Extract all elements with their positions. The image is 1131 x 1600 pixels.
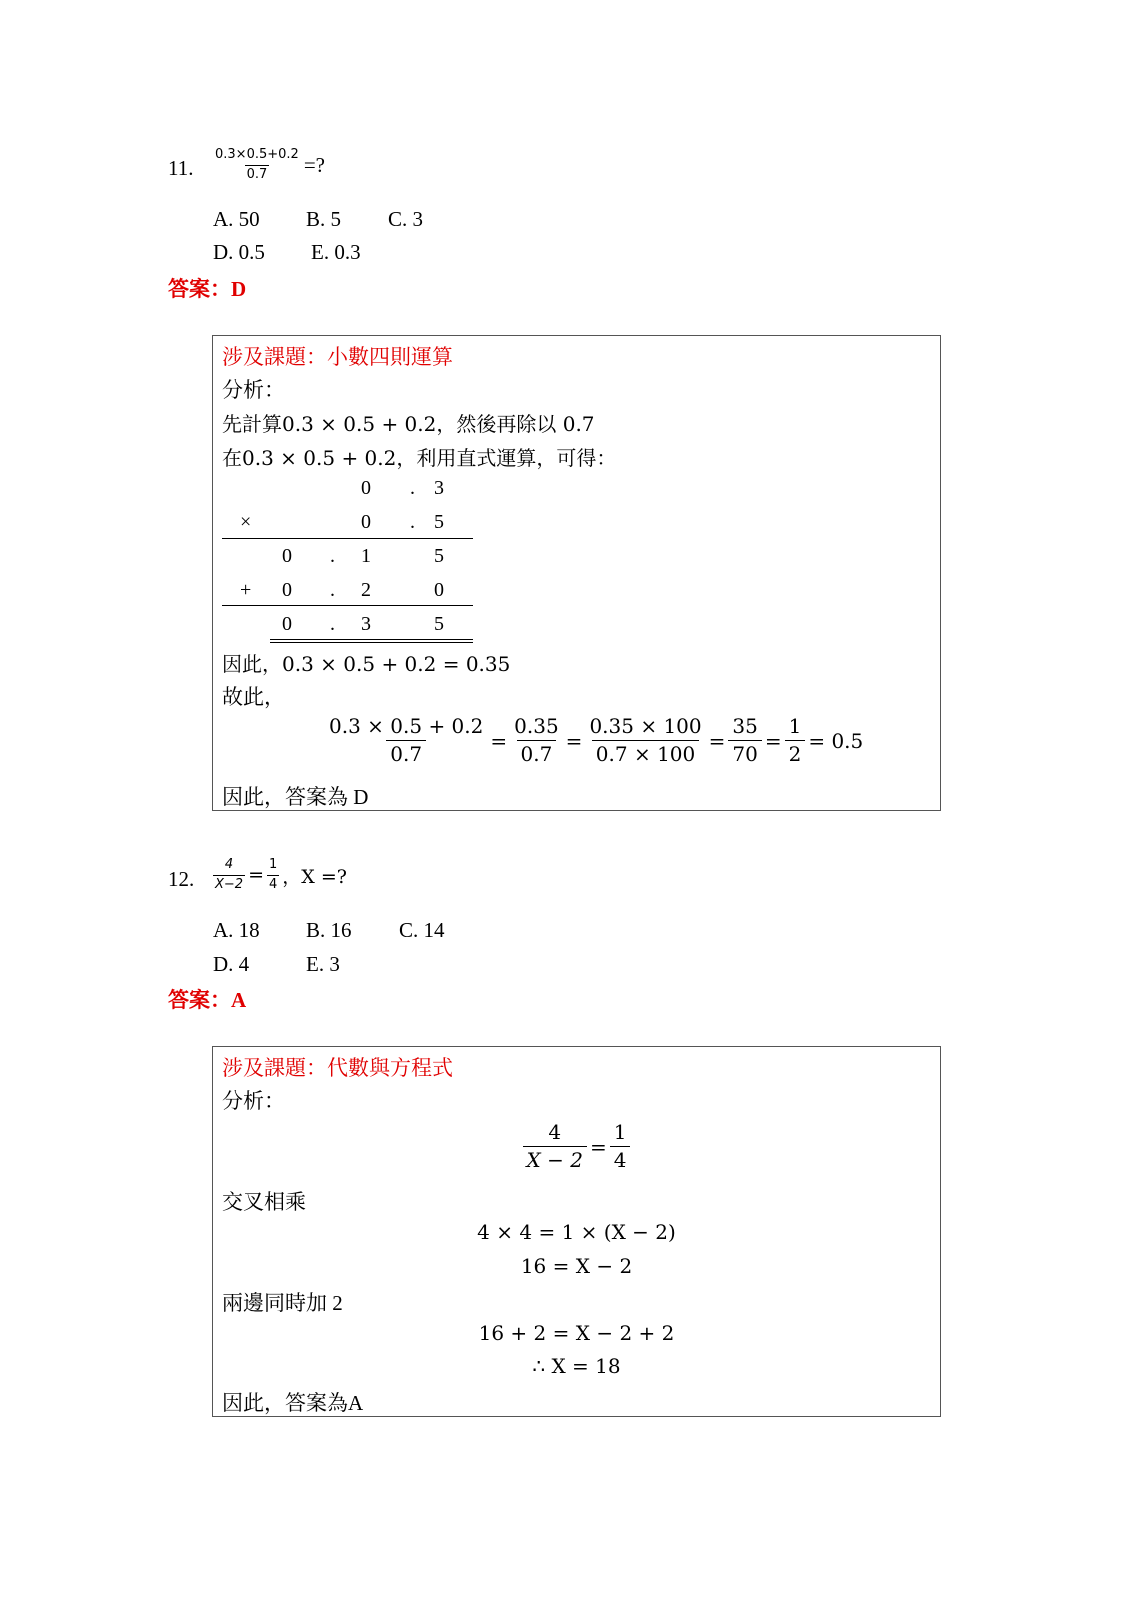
vc-r4-d3: 0 bbox=[434, 579, 444, 601]
q12-stem-left-num: 4 bbox=[224, 857, 234, 872]
vc-rule-2 bbox=[222, 605, 473, 606]
q12-stem-left-den: X−2 bbox=[215, 876, 244, 892]
q12-eq1-right-den: 4 bbox=[610, 1146, 631, 1172]
eq-frac-3-den: 0.7 × 100 bbox=[592, 740, 699, 766]
q12-eq1-left-den: X − 2 bbox=[523, 1146, 587, 1172]
vc-r3-d2: 1 bbox=[361, 545, 371, 567]
eq-frac-1 bbox=[325, 715, 487, 766]
q11-stem bbox=[210, 148, 325, 183]
eq-frac-1-den: 0.7 bbox=[386, 740, 426, 766]
eq-frac-3 bbox=[585, 715, 705, 766]
q11-option-b: B. 5 bbox=[306, 207, 342, 231]
eq-sign-3: = bbox=[708, 728, 726, 753]
q11-line2: 在0.3 × 0.5 + 0.2，利用直式運算，可得： bbox=[222, 446, 617, 470]
q11-line1: 先計算0.3 × 0.5 + 0.2，然後再除以 0.7 bbox=[222, 412, 595, 436]
q11-stem-tail: =? bbox=[303, 152, 325, 177]
vc-r5-dot: . bbox=[330, 613, 335, 635]
eq-frac-2-num: 0.35 bbox=[514, 714, 559, 738]
vc-r5-d2: 3 bbox=[361, 613, 371, 635]
vc-plus-sign: + bbox=[240, 579, 252, 601]
eq-frac-3-num: 0.35 × 100 bbox=[589, 714, 702, 738]
vc-r3-dot: . bbox=[330, 545, 335, 567]
q12-eq1-equals: = bbox=[589, 1134, 607, 1159]
vc-r1-d1: 0 bbox=[361, 477, 371, 499]
q12-stem-equals: = bbox=[248, 864, 264, 887]
eq-frac-5 bbox=[785, 715, 806, 766]
eq-frac-4 bbox=[728, 715, 761, 766]
q12-eq1-left-num: 4 bbox=[548, 1120, 562, 1144]
q11-conclusion: 因此，答案為 D bbox=[222, 785, 369, 809]
q12-stem-fraction-left bbox=[213, 858, 245, 893]
q12-option-d: D. 4 bbox=[213, 952, 250, 976]
vc-r1-dot: . bbox=[410, 477, 415, 499]
q11-option-c: C. 3 bbox=[388, 207, 424, 231]
eq-frac-2-den: 0.7 bbox=[517, 740, 557, 766]
vc-times-sign: × bbox=[240, 511, 252, 533]
vc-r2-d1: 0 bbox=[361, 511, 371, 533]
q12-eq1-right-num: 1 bbox=[613, 1120, 627, 1144]
q12-option-c: C. 14 bbox=[399, 918, 445, 942]
q12-stem-right-num: 1 bbox=[269, 857, 278, 872]
q12-eq2: 4 × 4 = 1 × (X − 2) bbox=[477, 1220, 676, 1244]
vc-r2-dot: . bbox=[410, 511, 415, 533]
q11-stem-denominator: 0.7 bbox=[246, 166, 268, 182]
q11-stem-fraction bbox=[213, 148, 301, 183]
q12-step2: 兩邊同時加 2 bbox=[222, 1291, 343, 1315]
vc-rule-1 bbox=[222, 538, 473, 539]
q11-option-e: E. 0.3 bbox=[311, 240, 361, 264]
vc-r1-d2: 3 bbox=[434, 477, 444, 499]
q12-conclusion: 因此，答案為A bbox=[222, 1391, 364, 1415]
eq-frac-4-den: 70 bbox=[728, 740, 761, 766]
q12-eq1-right-frac bbox=[610, 1121, 631, 1172]
eq-tail: = 0.5 bbox=[808, 728, 864, 753]
vc-r4-d1: 0 bbox=[282, 579, 292, 601]
q11-line3: 因此，0.3 × 0.5 + 0.2 = 0.35 bbox=[222, 652, 511, 676]
eq-sign-1: = bbox=[490, 728, 508, 753]
q12-eq3: 16 = X − 2 bbox=[520, 1254, 633, 1278]
q11-stem-numerator: 0.3×0.5+0.2 bbox=[215, 147, 299, 162]
q12-stem-tail: ，X =? bbox=[282, 865, 347, 888]
q11-answer: 答案：D bbox=[168, 277, 247, 301]
q12-analysis-label: 分析： bbox=[222, 1089, 285, 1113]
q12-option-a: A. 18 bbox=[213, 918, 260, 942]
vc-r5-d1: 0 bbox=[282, 613, 292, 635]
q11-number: 11. bbox=[168, 156, 194, 180]
eq-frac-4-num: 35 bbox=[732, 714, 758, 738]
q11-equation bbox=[322, 715, 863, 766]
q12-option-b: B. 16 bbox=[306, 918, 352, 942]
eq-sign-4: = bbox=[764, 728, 782, 753]
q12-stem-right-den: 4 bbox=[269, 876, 278, 892]
q11-analysis-label: 分析： bbox=[222, 378, 285, 402]
q12-eq1 bbox=[212, 1121, 941, 1172]
q11-option-a: A. 50 bbox=[213, 207, 260, 231]
q12-topic: 涉及課題：代數與方程式 bbox=[222, 1056, 453, 1080]
vc-r3-d3: 5 bbox=[434, 545, 444, 567]
eq-sign-2: = bbox=[565, 728, 583, 753]
vc-rule-3a bbox=[270, 639, 473, 640]
q12-step1: 交叉相乘 bbox=[222, 1190, 306, 1214]
eq-frac-5-den: 2 bbox=[785, 740, 806, 766]
q12-stem bbox=[210, 858, 347, 893]
q11-line4: 故此， bbox=[222, 685, 285, 709]
q12-eq1-left-frac bbox=[523, 1121, 587, 1172]
eq-frac-1-num: 0.3 × 0.5 + 0.2 bbox=[329, 714, 484, 738]
q12-stem-fraction-right bbox=[267, 858, 279, 893]
q12-eq4: 16 + 2 = X − 2 + 2 bbox=[478, 1321, 675, 1345]
vc-r5-d3: 5 bbox=[434, 613, 444, 635]
eq-frac-5-num: 1 bbox=[788, 714, 802, 738]
q12-eq5: ∴ X = 18 bbox=[532, 1354, 621, 1378]
q11-option-d: D. 0.5 bbox=[213, 240, 265, 264]
vc-r3-d1: 0 bbox=[282, 545, 292, 567]
q12-number: 12. bbox=[168, 867, 195, 891]
q11-topic: 涉及課題：小數四則運算 bbox=[222, 345, 453, 369]
vc-r2-d2: 5 bbox=[434, 511, 444, 533]
vc-rule-3b bbox=[270, 642, 473, 643]
q12-option-e: E. 3 bbox=[306, 952, 340, 976]
eq-frac-2 bbox=[510, 715, 563, 766]
vc-r4-d2: 2 bbox=[361, 579, 371, 601]
q12-answer: 答案：A bbox=[168, 988, 247, 1012]
vc-r4-dot: . bbox=[330, 579, 335, 601]
